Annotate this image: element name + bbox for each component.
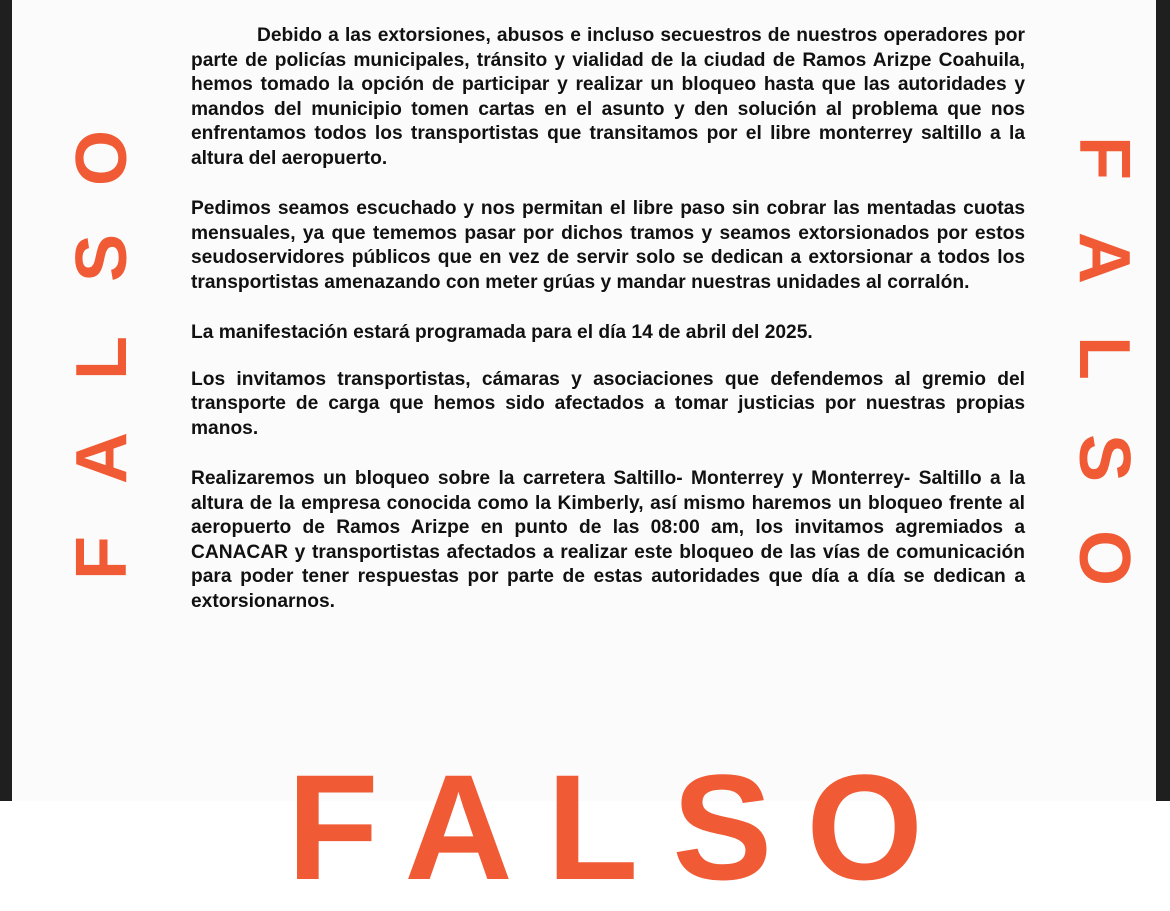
paragraph-1: Debido a las extorsiones, abusos e incluso secuestros de nuestros operadores por parte de policías municipales, tránsito y vialidad de la ciudad de Ramos Arizpe Coahuila, hemos tomado la opción de participar y realizar un bloqueo hasta que las autoridades y mandos del municipio tomen cartas en el asunto y den solución al problema que nos enfrentamos todos los transportistas que transitamos por el libre monterrey saltillo a la altura del aeropuerto. <box>191 25 1025 169</box>
stamp-letter: O <box>62 130 142 187</box>
left-border <box>0 0 12 801</box>
stamp-letter: S <box>1064 433 1144 483</box>
stamp-letter: S <box>62 233 142 283</box>
falso-stamp-bottom <box>287 743 987 911</box>
right-border <box>1156 0 1170 801</box>
stamp-letter: L <box>62 336 142 380</box>
stamp-word: FALSO <box>287 743 958 911</box>
stamp-letter: A <box>1064 232 1144 284</box>
document-page <box>12 0 1156 911</box>
stamp-letter: L <box>1064 336 1144 380</box>
stamp-letter: F <box>1064 136 1144 180</box>
stamp-letter: O <box>1064 529 1144 586</box>
stamp-letter: A <box>62 432 142 484</box>
stamp-letter: F <box>62 536 142 580</box>
falso-stamp-right <box>1054 108 1154 608</box>
paragraph-4: Realizaremos un bloqueo sobre la carretera Saltillo- Monterrey y Monterrey- Saltillo a la altura de la empresa conocida como la Kimberly, así mismo haremos un bloqueo frente al aeropuerto de Ramos Arizpe en punto de las 08:00 am, los invitamos agremiados a CANACAR y transportistas afectados a realizar este bloqueo de las vías de comunicación para poder tener respuestas por parte de estas autoridades que día a día se dedican a extorsionarnos. <box>191 468 1025 612</box>
document-body <box>191 24 1025 640</box>
paragraph-date: La manifestación estará programada para el día 14 de abril del 2025. <box>191 322 813 343</box>
paragraph-3: Los invitamos transportistas, cámaras y asociaciones que defendemos al gremio del transporte de carga que hemos sido afectados a tomar justicias por nuestras propias manos. <box>191 368 1025 439</box>
falso-stamp-left <box>52 108 152 608</box>
paragraph-2: Pedimos seamos escuchado y nos permitan el libre paso sin cobrar las mentadas cuotas mensuales, ya que tememos pasar por dichos tramos y seamos extorsionados por estos seudoservidores públicos que en vez de servir solo se dedican a extorsionar a todos los transportistas amenazando con meter grúas y mandar nuestras unidades al corralón. <box>191 198 1025 293</box>
